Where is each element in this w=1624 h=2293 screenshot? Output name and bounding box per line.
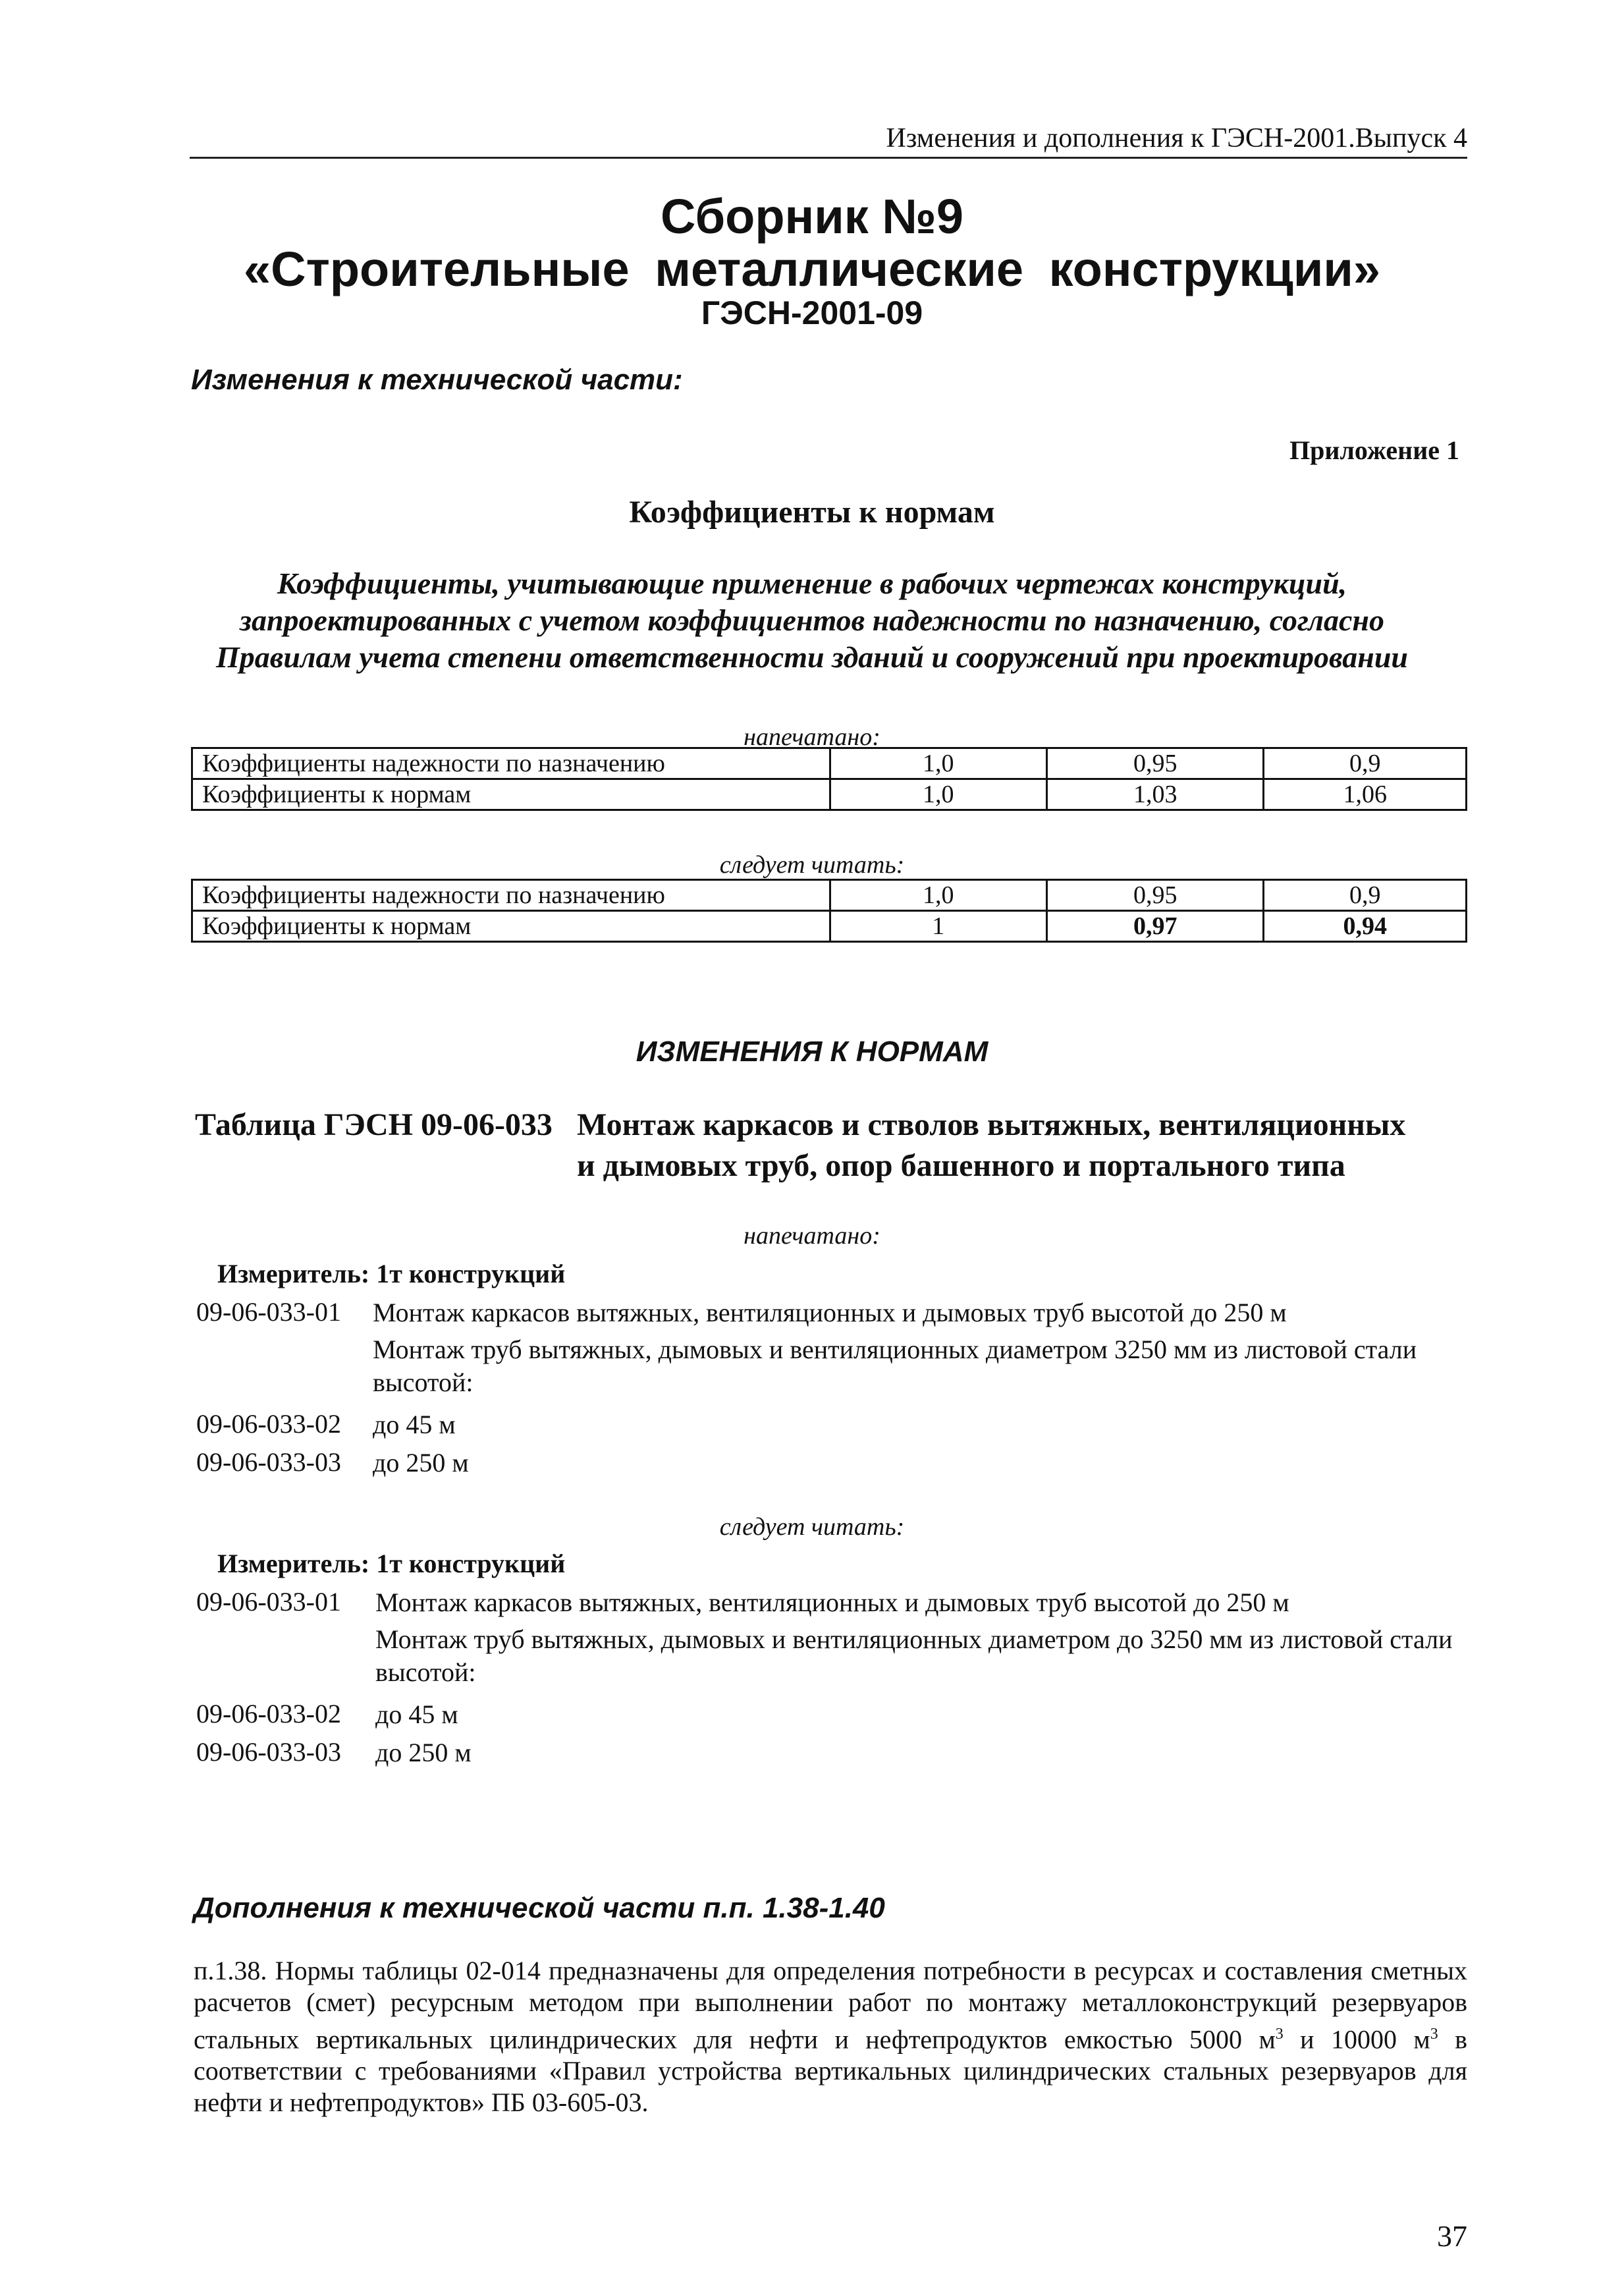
table-cell: 1 [830,911,1046,942]
printed-label: напечатано: [744,1222,880,1250]
should-read-label: следует читать: [719,1513,905,1541]
table-cell: 0,97 [1046,911,1263,942]
norm-code: 09-06-033-03 [196,1447,341,1477]
table-cell: Коэффициенты надежности по назначению [192,880,830,911]
header-rule [190,157,1467,159]
collection-subtitle: «Строительные металлические конструкции» [243,242,1380,296]
unit-label: Измеритель: [217,1259,370,1288]
unit-label: Измеритель: [217,1549,370,1578]
table-cell: 1,03 [1046,779,1263,810]
table-caption-line-1: Монтаж каркасов и стволов вытяжных, вентиляционных [577,1107,1406,1142]
additions-heading: Дополнения к технической части п.п. 1.38-1.40 [194,1892,885,1924]
printed-label: напечатано: [744,723,880,751]
coefficients-table-should-read [191,879,1467,943]
table-cell: Коэффициенты к нормам [192,779,830,810]
norm-description: до 250 м [373,1448,469,1478]
table-row [192,880,1467,911]
table-cell: 0,9 [1264,748,1467,779]
norms-changes-heading: ИЗМЕНЕНИЯ К НОРМАМ [636,1036,988,1068]
norm-description: Монтаж каркасов вытяжных, вентиляционных и дымовых труб высотой до 250 м [375,1588,1289,1617]
appendix-label: Приложение 1 [1289,435,1459,465]
collection-title: Сборник №9 [660,189,963,244]
table-cell: 1,06 [1264,779,1467,810]
coefficients-description: Коэффициенты, учитывающие применение в рабочих чертежах конструкций, запроектированных с учетом коэффициентов надежности по назначению, согласно Правилам учета степени ответственности зданий и сооружений при проектировании [215,566,1408,674]
paragraph-text: в соответствии с требованиями «Правил устройства вертикальных цилиндрических стальных резервуаров для нефти и нефтепродуктов» ПБ 03-605-03. [194,2024,1468,2118]
table-reference: Таблица ГЭСН 09-06-033 [195,1107,553,1142]
table-caption-line-2: и дымовых труб, опор башенного и портального типа [577,1148,1345,1183]
should-read-label: следует читать: [719,851,905,879]
coefficients-table-printed [191,747,1467,811]
norm-code: 09-06-033-02 [196,1699,341,1728]
collection-code: ГЭСН-2001-09 [701,294,923,331]
norm-description: до 250 м [375,1738,472,1767]
norm-description: Монтаж каркасов вытяжных, вентиляционных и дымовых труб высотой до 250 м [373,1298,1287,1327]
norm-code: 09-06-033-03 [196,1737,341,1767]
table-row [192,748,1467,779]
unit-value: 1т конструкций [376,1259,566,1288]
tech-changes-heading: Изменения к технической части: [191,364,683,396]
paragraph-text: и 10000 м [1283,2024,1430,2055]
table-cell: 1,0 [830,880,1046,911]
norm-group-description: Монтаж труб вытяжных, дымовых и вентиляционных диаметром 3250 мм из листовой стали высотой: [373,1335,1417,1397]
table-cell: Коэффициенты надежности по назначению [192,748,830,779]
table-cell: 0,95 [1046,748,1263,779]
superscript: 3 [1275,2026,1284,2043]
norm-group-description: Монтаж труб вытяжных, дымовых и вентиляционных диаметром до 3250 мм из листовой стали высотой: [375,1624,1453,1687]
paragraph-text: п.1.38. Нормы таблицы 02-014 предназначены для определения потребности в ресурсах и составления сметных расчетов (смет) ресурсным методом при выполнении работ по монтажу металлоконструкций резервуаров стальных вертикальных цилиндрических для нефти и нефтепродуктов емкостью 5000 м [194,1956,1467,2055]
table-cell: 0,9 [1264,880,1467,911]
norm-code: 09-06-033-02 [196,1409,341,1439]
norm-description: до 45 м [375,1699,458,1729]
table-cell: 1,0 [830,779,1046,810]
table-row [192,779,1467,810]
table-row [192,911,1467,942]
table-cell: Коэффициенты к нормам [192,911,830,942]
table-cell: 0,95 [1046,880,1263,911]
unit-line [217,1258,565,1289]
norm-code: 09-06-033-01 [196,1297,341,1327]
unit-value: 1т конструкций [376,1549,566,1578]
running-header: Изменения и дополнения к ГЭСН-2001.Выпуск 4 [886,123,1467,153]
norm-code: 09-06-033-01 [196,1587,341,1616]
table-cell: 0,94 [1264,911,1467,942]
paragraph-1-38 [194,1955,1467,2118]
page-number: 37 [1437,2219,1467,2253]
superscript: 3 [1430,2026,1438,2043]
unit-line [217,1548,565,1579]
norm-description: до 45 м [373,1410,456,1439]
coefficients-title: Коэффициенты к нормам [629,495,995,530]
table-cell: 1,0 [830,748,1046,779]
